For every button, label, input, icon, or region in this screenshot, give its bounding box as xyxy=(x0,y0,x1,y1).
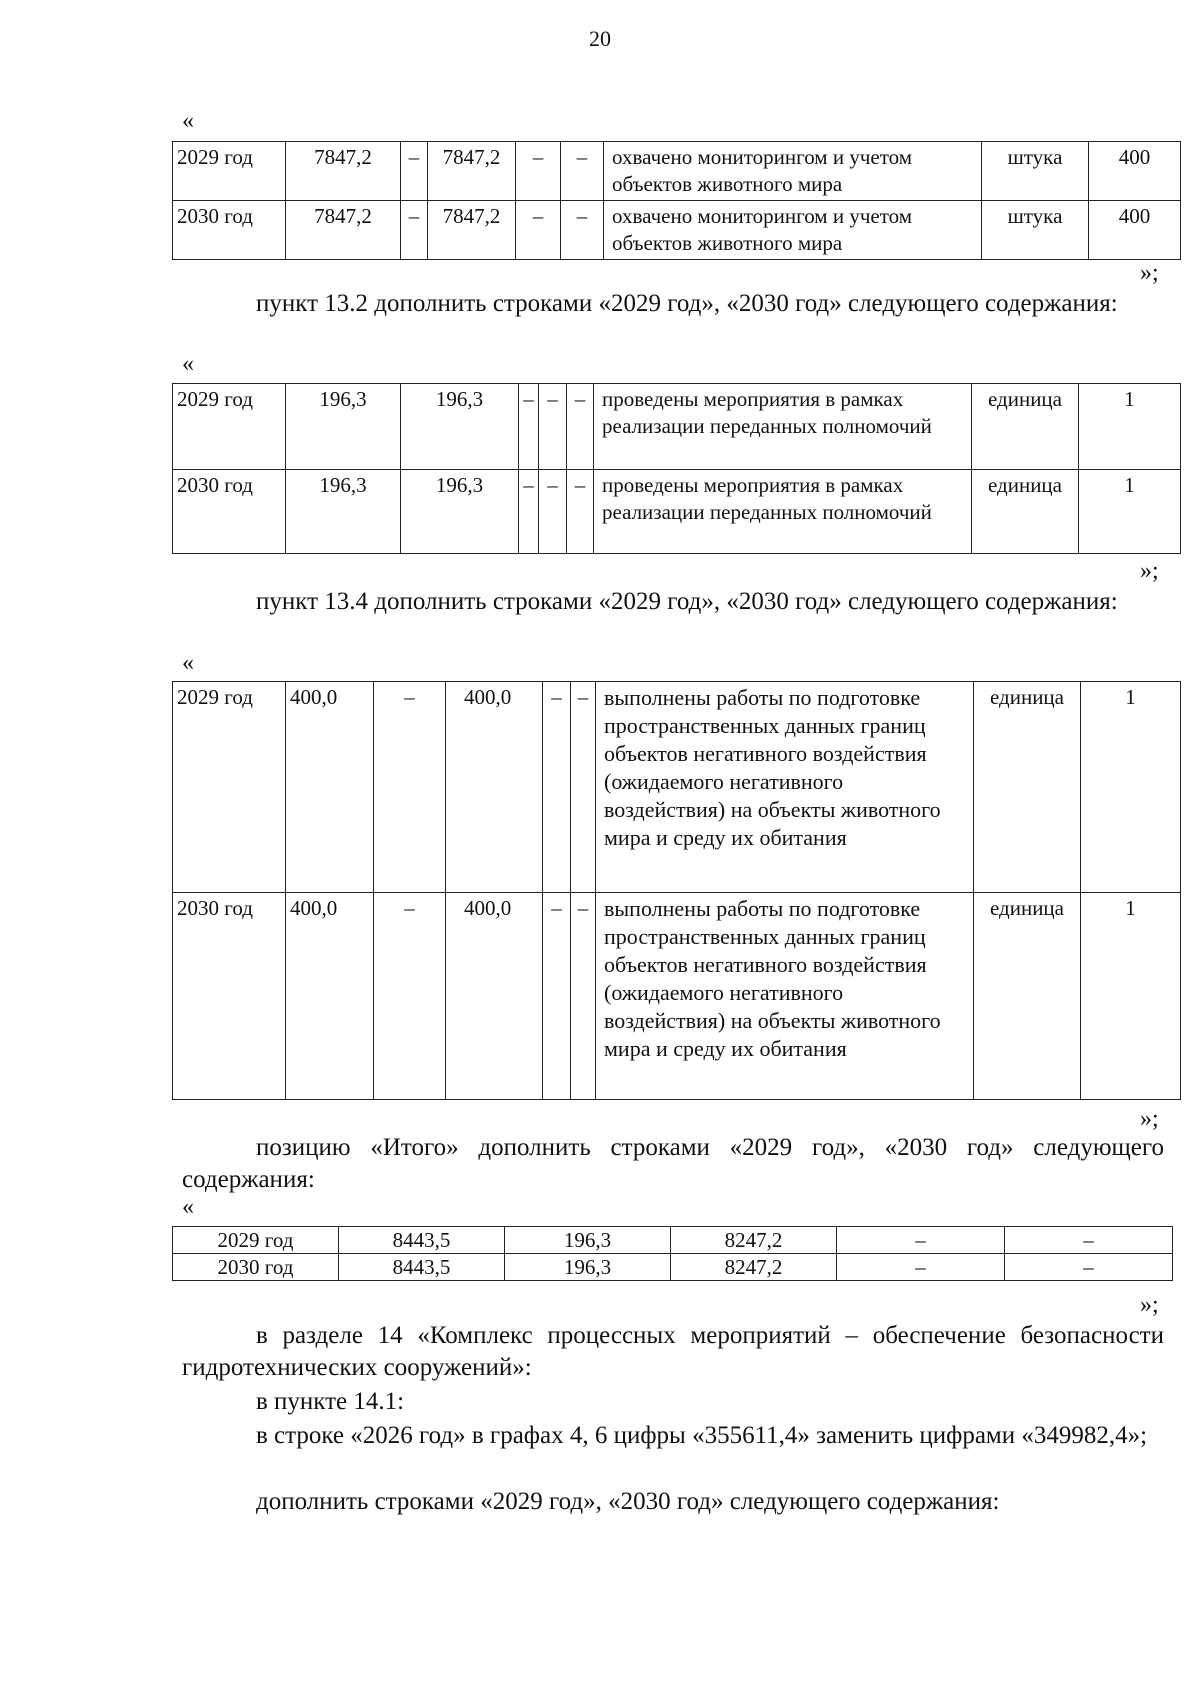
value-cell: – xyxy=(519,470,539,554)
target-value-cell: 1 xyxy=(1081,893,1181,1100)
paragraph-text: в строке «2026 год» в графах 4, 6 цифры «355611,4» заменить цифрами «349982,4»; xyxy=(256,1422,1148,1449)
value-cell: 7847,2 xyxy=(428,201,516,260)
table-row xyxy=(173,142,1181,201)
value-cell: – xyxy=(516,201,561,260)
value-cell: – xyxy=(543,893,571,1100)
year-cell: 2029 год xyxy=(173,1227,339,1254)
table-row xyxy=(173,1227,1173,1254)
table-row xyxy=(173,470,1181,554)
total-cell: 400,0 xyxy=(286,893,374,1100)
value-cell: – xyxy=(539,470,567,554)
target-value-cell: 1 xyxy=(1081,682,1181,893)
value-cell: – xyxy=(1005,1254,1173,1281)
total-cell: 7847,2 xyxy=(286,201,401,260)
result-description: выполнены работы по подготовке пространственных данных границ объектов негативного воздействия (ожидаемого негативного воздействия) на объекты животного мира и среду их обитания xyxy=(596,893,974,1100)
result-description: проведены мероприятия в рамках реализации переданных полномочий xyxy=(594,470,972,554)
result-description: проведены мероприятия в рамках реализации переданных полномочий xyxy=(594,384,972,470)
quote-close: »; xyxy=(1140,558,1159,584)
result-description: охвачено мониторингом и учетом объектов животного мира xyxy=(604,201,982,260)
value-cell: – xyxy=(374,682,446,893)
paragraph-section-14 xyxy=(182,1320,1164,1384)
total-cell: 8443,5 xyxy=(339,1254,505,1281)
table-spatial-data xyxy=(172,681,1181,1100)
value-cell: 196,3 xyxy=(401,470,519,554)
value-cell: 400,0 xyxy=(446,893,543,1100)
value-cell: – xyxy=(561,142,604,201)
table-row xyxy=(173,893,1181,1100)
year-cell: 2030 год xyxy=(173,201,286,260)
value-cell: – xyxy=(837,1254,1005,1281)
value-cell: – xyxy=(567,384,594,470)
total-cell: 8443,5 xyxy=(339,1227,505,1254)
paragraph-text: в разделе 14 «Комплекс процессных мероприятий – обеспечение безопасности гидротехнических сооружений»: xyxy=(182,1322,1164,1381)
value-cell: – xyxy=(571,893,596,1100)
value-cell: 8247,2 xyxy=(671,1227,837,1254)
page-number: 20 xyxy=(589,26,611,51)
year-cell: 2029 год xyxy=(173,384,286,470)
target-value-cell: 400 xyxy=(1089,142,1181,201)
year-cell: 2030 год xyxy=(173,1254,339,1281)
value-cell: 7847,2 xyxy=(428,142,516,201)
paragraph-add-rows: дополнить строками «2029 год», «2030 год» следующего содержания: xyxy=(256,1488,1000,1515)
quote-close: »; xyxy=(1140,260,1159,286)
value-cell: – xyxy=(561,201,604,260)
total-cell: 196,3 xyxy=(286,470,401,554)
year-cell: 2029 год xyxy=(173,142,286,201)
paragraph-13-4 xyxy=(182,586,1164,618)
quote-open: « xyxy=(182,351,194,377)
target-value-cell: 1 xyxy=(1079,384,1181,470)
paragraph-13-2 xyxy=(182,288,1164,320)
table-row xyxy=(173,384,1181,470)
value-cell: – xyxy=(567,470,594,554)
result-description: выполнены работы по подготовке пространственных данных границ объектов негативного воздействия (ожидаемого негативного воздействия) на объекты животного мира и среду их обитания xyxy=(596,682,974,893)
target-value-cell: 400 xyxy=(1089,201,1181,260)
value-cell: – xyxy=(837,1227,1005,1254)
value-cell: – xyxy=(401,142,428,201)
total-cell: 7847,2 xyxy=(286,142,401,201)
table-total xyxy=(172,1226,1173,1281)
quote-open: « xyxy=(182,108,194,134)
unit-cell: единица xyxy=(972,470,1079,554)
result-description: охвачено мониторингом и учетом объектов животного мира xyxy=(604,142,982,201)
quote-close: »; xyxy=(1140,1292,1159,1318)
table-row xyxy=(173,201,1181,260)
value-cell: 196,3 xyxy=(505,1254,671,1281)
unit-cell: штука xyxy=(982,201,1089,260)
value-cell: – xyxy=(401,201,428,260)
value-cell: – xyxy=(374,893,446,1100)
quote-open: « xyxy=(182,650,194,676)
value-cell: – xyxy=(519,384,539,470)
value-cell: – xyxy=(516,142,561,201)
year-cell: 2029 год xyxy=(173,682,286,893)
paragraph-total xyxy=(182,1132,1164,1196)
value-cell: – xyxy=(543,682,571,893)
paragraph-text: позицию «Итого» дополнить строками «2029 год», «2030 год» следующего содержания: xyxy=(182,1134,1164,1193)
value-cell: – xyxy=(539,384,567,470)
target-value-cell: 1 xyxy=(1079,470,1181,554)
total-cell: 400,0 xyxy=(286,682,374,893)
value-cell: 400,0 xyxy=(446,682,543,893)
quote-open: « xyxy=(182,1194,194,1220)
unit-cell: единица xyxy=(974,682,1081,893)
total-cell: 196,3 xyxy=(286,384,401,470)
paragraph-text: пункт 13.2 дополнить строками «2029 год», «2030 год» следующего содержания: xyxy=(256,290,1118,317)
value-cell: 8247,2 xyxy=(671,1254,837,1281)
paragraph-replace-figures xyxy=(182,1420,1164,1452)
unit-cell: единица xyxy=(974,893,1081,1100)
table-monitoring xyxy=(172,141,1181,260)
table-row xyxy=(173,682,1181,893)
unit-cell: штука xyxy=(982,142,1089,201)
year-cell: 2030 год xyxy=(173,470,286,554)
year-cell: 2030 год xyxy=(173,893,286,1100)
table-delegated-powers xyxy=(172,383,1181,554)
value-cell: – xyxy=(1005,1227,1173,1254)
table-row xyxy=(173,1254,1173,1281)
value-cell: – xyxy=(571,682,596,893)
paragraph-text: пункт 13.4 дополнить строками «2029 год», «2030 год» следующего содержания: xyxy=(256,588,1118,615)
value-cell: 196,3 xyxy=(505,1227,671,1254)
quote-close: »; xyxy=(1140,1106,1159,1132)
paragraph-14-1: в пункте 14.1: xyxy=(256,1388,405,1415)
unit-cell: единица xyxy=(972,384,1079,470)
value-cell: 196,3 xyxy=(401,384,519,470)
